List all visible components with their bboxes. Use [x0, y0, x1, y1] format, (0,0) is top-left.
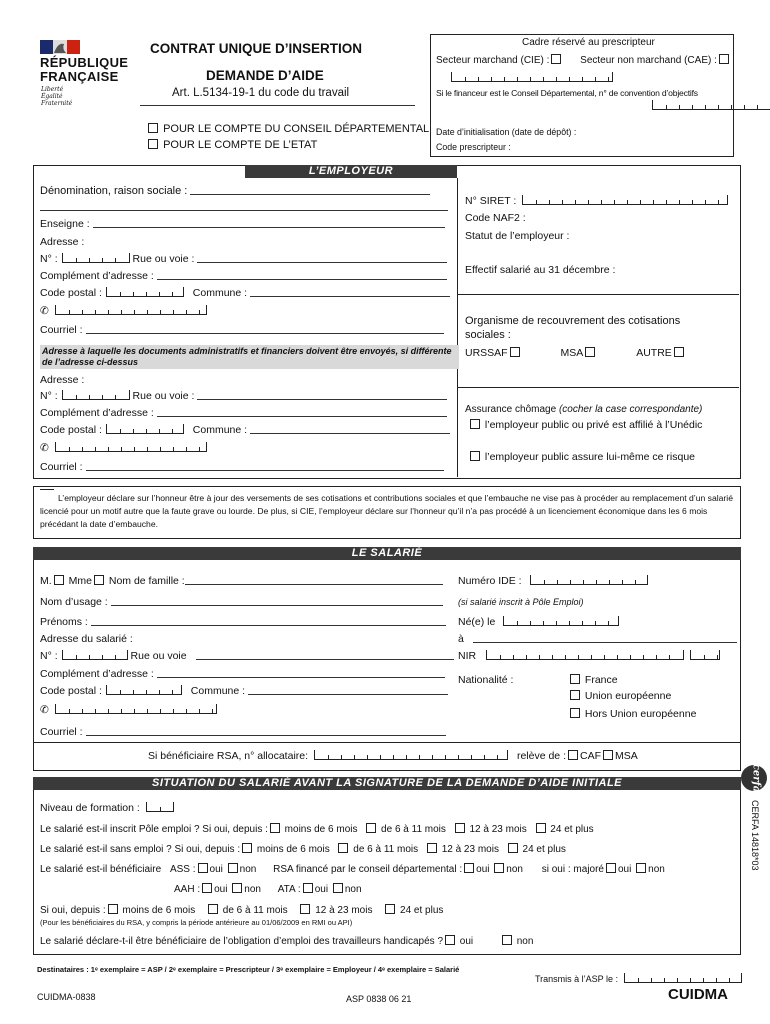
- telephone-salarie-row[interactable]: [40, 704, 217, 716]
- ide-row[interactable]: Numéro IDE :: [458, 575, 648, 587]
- declaration-checkbox[interactable]: [40, 489, 54, 490]
- checkbox[interactable]: [636, 863, 646, 873]
- civilite-nom-row[interactable]: M. Mme Nom de famille :: [40, 575, 443, 587]
- checkbox[interactable]: [366, 823, 376, 833]
- nat-ue[interactable]: Union européenne: [568, 690, 671, 702]
- text-line-field[interactable]: [197, 262, 447, 263]
- text-line-field[interactable]: [157, 279, 447, 280]
- telephone2-row[interactable]: [40, 442, 207, 454]
- text-line-field[interactable]: [190, 194, 430, 195]
- employeur-bar: L’EMPLOYEUR: [245, 165, 457, 178]
- checkbox[interactable]: [333, 883, 343, 893]
- assurance-unedic[interactable]: l’employeur public ou privé est affilié à l’Unédic: [468, 419, 702, 431]
- phone-icon: ✆: [40, 704, 49, 716]
- checkbox[interactable]: [202, 883, 212, 893]
- comb-field[interactable]: [62, 253, 130, 263]
- checkbox[interactable]: [94, 575, 104, 585]
- checkbox[interactable]: [551, 54, 561, 64]
- republique-logo-text: RÉPUBLIQUE FRANÇAISE: [40, 55, 129, 84]
- checkbox[interactable]: [54, 575, 64, 585]
- convention-number-field[interactable]: [451, 72, 613, 82]
- rsa-note: (Pour les bénéficiaires du RSA, y compris la période antérieure au 01/06/2009 en RMI ou API): [40, 918, 353, 927]
- naf-row[interactable]: Code NAF2 :: [465, 212, 526, 224]
- adresse-documents-note: Adresse à laquelle les documents administratifs et financiers doivent être envoyés, si différente de l’adresse ci-dessus: [40, 345, 459, 369]
- sans-emploi-row[interactable]: Le salarié est-il sans emploi ? Si oui, depuis : moins de 6 mois de 6 à 11 mois 12 à 23 mois 24 et plus: [40, 844, 566, 855]
- declaration-text: L’employeur déclare sur l’honneur être à jour des versements de ses cotisations et contributions sociales et que l’embauche ne vise pas à procéder au remplacement d’un salarié licencié pour un motif autre que la faute grave ou lourde. De plus, si CIE, l’employeur déclare sur l’honneur qu’il n’a pas procédé à un licenciement économique dans les 6 mois précédant la date d’embauche.: [40, 493, 733, 529]
- checkbox[interactable]: [198, 863, 208, 873]
- checkbox[interactable]: [470, 451, 480, 461]
- destinataires: Destinataires : 1ᵉ exemplaire = ASP / 2ᵉ exemplaire = Prescripteur / 3ᵉ exemplaire = Employeur / 4ᵉ exemplaire = Salarié: [37, 965, 460, 974]
- comb-field[interactable]: [106, 287, 184, 297]
- comb-field[interactable]: [106, 685, 182, 695]
- checkbox[interactable]: [148, 139, 158, 149]
- checkbox[interactable]: [585, 347, 595, 357]
- checkbox[interactable]: [445, 935, 455, 945]
- comb-field[interactable]: [522, 195, 728, 205]
- telephone-row[interactable]: [40, 305, 207, 317]
- divider: [457, 294, 739, 295]
- beneficiaire-row[interactable]: Le salarié est-il bénéficiaire ASS : oui non RSA financé par le conseil départemental : oui non si oui : majoré oui non: [40, 864, 665, 875]
- text-line-field[interactable]: [86, 333, 444, 334]
- naissance-row[interactable]: Né(e) le: [458, 616, 619, 628]
- option-conseil[interactable]: POUR LE COMPTE DU CONSEIL DÉPARTEMENTAL: [146, 123, 429, 135]
- cerfa-number: CERFA 14818*03: [750, 800, 760, 871]
- aah-ata-row[interactable]: AAH : oui non ATA : oui non: [174, 884, 362, 895]
- adresse-label: Adresse :: [40, 236, 85, 248]
- text-line-field[interactable]: [197, 399, 447, 400]
- comb-field[interactable]: [530, 575, 648, 585]
- checkbox[interactable]: [570, 708, 580, 718]
- prescripteur-title: Cadre réservé au prescripteur: [522, 37, 655, 48]
- salarie-bar: LE SALARIÉ: [33, 547, 741, 560]
- text-line-field[interactable]: [157, 677, 445, 678]
- footer-form-id: CUIDMA: [668, 986, 728, 1003]
- checkbox[interactable]: [470, 419, 480, 429]
- cerfa-logo: cerfa: [741, 765, 767, 791]
- comb-field[interactable]: [690, 650, 720, 660]
- comb-field[interactable]: [624, 973, 742, 983]
- checkbox[interactable]: [148, 123, 158, 133]
- form-article: Art. L.5134-19-1 du code du travail: [172, 87, 350, 99]
- denomination-row[interactable]: Dénomination, raison sociale :: [40, 185, 430, 197]
- checkbox[interactable]: [455, 823, 465, 833]
- financeur-label: Si le financeur est le Conseil Départemental, n° de convention d’objectifs: [436, 88, 698, 98]
- checkbox[interactable]: [536, 823, 546, 833]
- prescripteur-marchand: Secteur marchand (CIE) : Secteur non marchand (CAE) :: [436, 54, 731, 66]
- footer-center-code: ASP 0838 06 21: [346, 994, 412, 1004]
- nir-row[interactable]: NIR: [458, 650, 720, 662]
- checkbox[interactable]: [674, 347, 684, 357]
- si-oui-depuis-row[interactable]: Si oui, depuis : moins de 6 mois de 6 à 11 mois 12 à 23 mois 24 et plus: [40, 905, 444, 916]
- checkbox[interactable]: [568, 750, 578, 760]
- checkbox[interactable]: [232, 883, 242, 893]
- text-line-field[interactable]: [248, 694, 448, 695]
- text-line-field[interactable]: [91, 625, 446, 626]
- text-line-field[interactable]: [185, 584, 443, 585]
- prenoms-row[interactable]: Prénoms :: [40, 616, 446, 628]
- text-line-field[interactable]: [86, 470, 444, 471]
- footer-left-code: CUIDMA-0838: [37, 992, 96, 1002]
- transmis-row[interactable]: Transmis à l’ASP le :: [535, 973, 742, 984]
- code-postal-salarie-row[interactable]: Code postal : Commune :: [40, 685, 448, 697]
- checkbox[interactable]: [464, 863, 474, 873]
- text-line-field[interactable]: [86, 735, 446, 736]
- date-init-label: Date d’initialisation (date de dépôt) :: [436, 127, 577, 137]
- checkbox[interactable]: [338, 843, 348, 853]
- code-prescripteur-label: Code prescripteur :: [436, 142, 511, 152]
- statut-row[interactable]: Statut de l’employeur :: [465, 230, 570, 242]
- comb-field[interactable]: [55, 442, 207, 452]
- text-line-field[interactable]: [93, 227, 445, 228]
- option-etat[interactable]: POUR LE COMPTE DE L’ETAT: [146, 139, 317, 151]
- courriel2-row[interactable]: Courriel :: [40, 461, 444, 473]
- inscrit-row[interactable]: Le salarié est-il inscrit Pôle emploi ? Si oui, depuis : moins de 6 mois de 6 à 11 mois 12 à 23 mois 24 et plus: [40, 824, 594, 835]
- adresse-salarie-label: Adresse du salarié :: [40, 633, 133, 645]
- organisme-label: Organisme de recouvrement des cotisations sociales :: [465, 315, 681, 341]
- courriel-salarie-row[interactable]: Courriel :: [40, 726, 446, 738]
- numero-rue-row[interactable]: N° : Rue ou voie :: [40, 253, 447, 265]
- niveau-row[interactable]: Niveau de formation :: [40, 802, 174, 814]
- numero-rue2-row[interactable]: N° : Rue ou voie :: [40, 390, 447, 402]
- checkbox[interactable]: [570, 674, 580, 684]
- text-line-field[interactable]: [250, 433, 450, 434]
- objectifs-number-field[interactable]: [652, 100, 770, 110]
- comb-field[interactable]: [486, 650, 684, 660]
- numero-rue-salarie-row[interactable]: N° : Rue ou voie: [40, 650, 454, 662]
- nom-usage-row[interactable]: Nom d’usage :: [40, 596, 443, 608]
- checkbox[interactable]: [427, 843, 437, 853]
- nat-hors-ue[interactable]: Hors Union européenne: [568, 708, 696, 720]
- complement-salarie-row[interactable]: Complément d’adresse :: [40, 668, 445, 680]
- code-postal2-row[interactable]: Code postal : Commune :: [40, 424, 450, 436]
- checkbox[interactable]: [208, 904, 218, 914]
- text-line-field[interactable]: [196, 659, 454, 660]
- lieu-naissance-row[interactable]: à: [458, 633, 737, 645]
- form-subtitle: DEMANDE D’AIDE: [206, 68, 324, 83]
- effectif-row[interactable]: Effectif salarié au 31 décembre :: [465, 264, 616, 276]
- handicap-row[interactable]: Le salarié déclare-t-il être bénéficiaire de l’obligation d’emploi des travailleurs handicapés ? oui non: [40, 936, 534, 947]
- rsa-row[interactable]: Si bénéficiaire RSA, n° allocataire: relève de : CAF MSA: [148, 750, 638, 762]
- comb-field[interactable]: [106, 424, 184, 434]
- checkbox[interactable]: [508, 843, 518, 853]
- republique-motto: Liberté Égalité Fraternité: [41, 86, 73, 107]
- marianne-logo: [40, 40, 80, 54]
- checkbox[interactable]: [385, 904, 395, 914]
- complement-row[interactable]: Complément d’adresse :: [40, 270, 447, 282]
- nationalite-label: Nationalité :: [458, 674, 514, 686]
- comb-field[interactable]: [55, 704, 217, 714]
- siret-row[interactable]: N° SIRET :: [465, 195, 728, 207]
- comb-field[interactable]: [146, 802, 174, 812]
- text-line-field[interactable]: [40, 210, 448, 211]
- complement2-row[interactable]: Complément d’adresse :: [40, 407, 447, 419]
- comb-field[interactable]: [314, 750, 508, 760]
- checkbox[interactable]: [570, 690, 580, 700]
- checkbox[interactable]: [502, 935, 512, 945]
- organisme-options[interactable]: URSSAF MSA AUTRE: [465, 347, 686, 359]
- situation-bar: SITUATION DU SALARIÉ AVANT LA SIGNATURE DE LA DEMANDE D’AIDE INITIALE: [33, 777, 741, 790]
- checkbox[interactable]: [510, 347, 520, 357]
- ide-hint: (si salarié inscrit à Pôle Emploi): [458, 597, 584, 607]
- header-rule: [140, 105, 415, 106]
- phone-icon: ✆: [40, 305, 49, 317]
- checkbox[interactable]: [606, 863, 616, 873]
- assurance-label: Assurance chômage (cocher la case correspondante): [465, 404, 703, 415]
- comb-field[interactable]: [62, 650, 128, 660]
- checkbox[interactable]: [228, 863, 238, 873]
- checkbox[interactable]: [303, 883, 313, 893]
- checkbox[interactable]: [494, 863, 504, 873]
- form-title: CONTRAT UNIQUE D’INSERTION: [150, 41, 362, 56]
- nat-france[interactable]: France: [568, 674, 618, 686]
- checkbox[interactable]: [270, 823, 280, 833]
- comb-field[interactable]: [55, 305, 207, 315]
- divider: [33, 742, 741, 743]
- adresse2-label: Adresse :: [40, 374, 85, 386]
- assurance-lui-meme[interactable]: l’employeur public assure lui-même ce risque: [468, 451, 695, 463]
- checkbox[interactable]: [108, 904, 118, 914]
- text-line-field[interactable]: [157, 416, 447, 417]
- checkbox[interactable]: [603, 750, 613, 760]
- employeur-divider: [457, 178, 458, 477]
- text-line-field[interactable]: [250, 296, 450, 297]
- text-line-field[interactable]: [473, 642, 737, 643]
- comb-field[interactable]: [503, 616, 619, 626]
- checkbox[interactable]: [300, 904, 310, 914]
- checkbox[interactable]: [719, 54, 729, 64]
- checkbox[interactable]: [242, 843, 252, 853]
- comb-field[interactable]: [62, 390, 130, 400]
- courriel-row[interactable]: Courriel :: [40, 324, 444, 336]
- enseigne-row[interactable]: Enseigne :: [40, 218, 445, 230]
- denomination-row-2[interactable]: [40, 201, 448, 213]
- code-postal-row[interactable]: Code postal : Commune :: [40, 287, 450, 299]
- divider: [457, 387, 739, 388]
- phone-icon: ✆: [40, 442, 49, 454]
- text-line-field[interactable]: [111, 605, 443, 606]
